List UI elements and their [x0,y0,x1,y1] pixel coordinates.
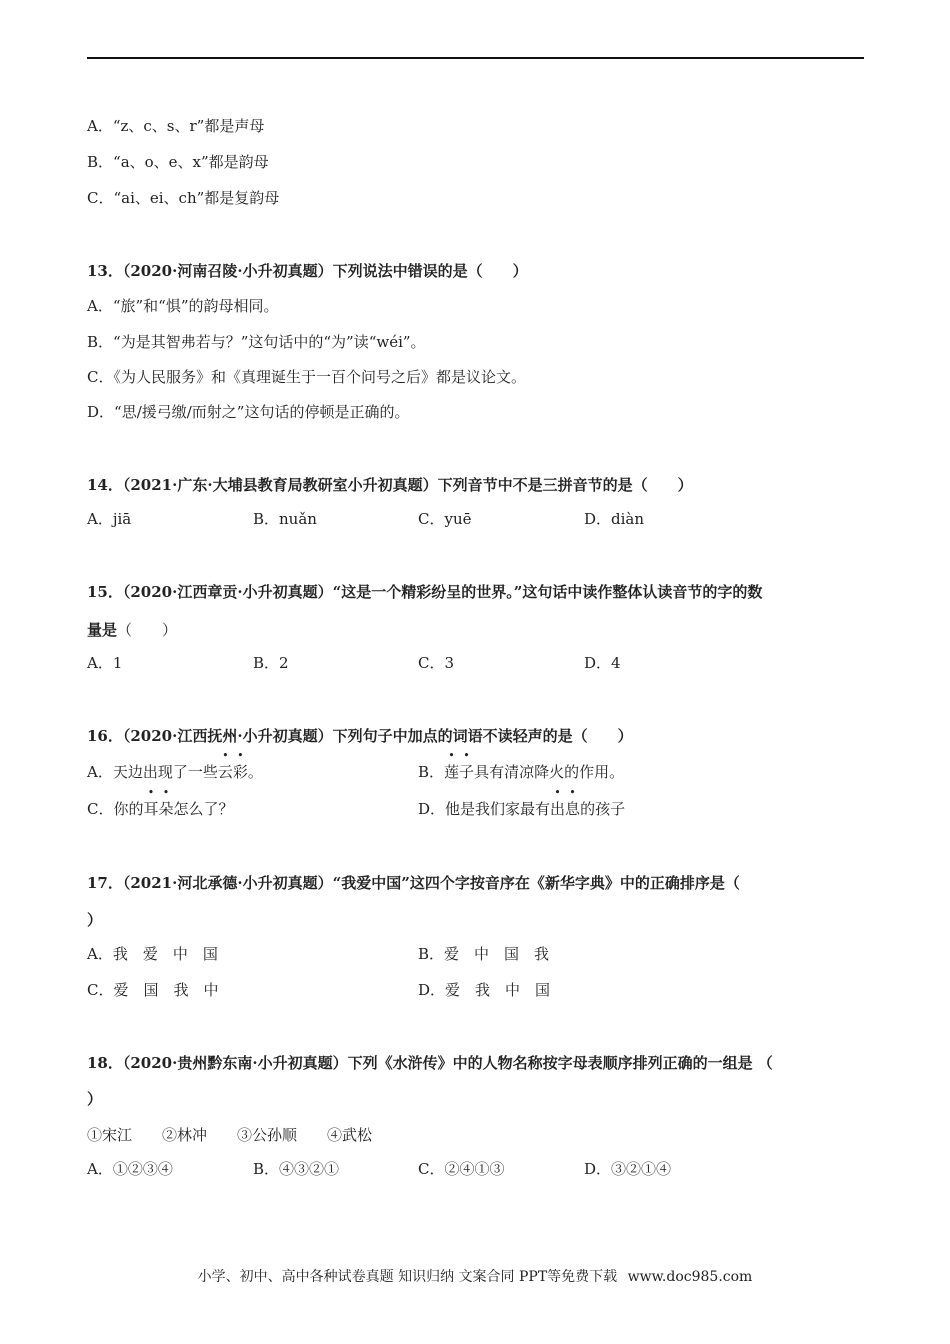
q18-option-c: C．②④①③ [418,1160,505,1178]
q17-option-b: B．爱 中 国 我 [418,945,550,963]
q16-b-dotted-char: 莲 [444,763,460,781]
q14-option-b: B．nuǎn [253,510,317,528]
q18-option-a: A．①②③④ [87,1160,173,1178]
q16-c-dotted-char: 朵 [158,800,174,818]
q13-option-c: C．《为人民服务》和《真理诞生于一百个问号之后》都是议论文。 [87,368,526,386]
q17-stem-line1: 17．（2021·河北承德·小升初真题）“我爱中国”这四个字按音序在《新华字典》中的正确排序是（ [87,874,740,892]
q16-b-dotted-char: 子 [459,763,475,781]
q16-d-prefix: D．他是我们家最有 [418,800,551,818]
q18-option-d: D．③②①④ [584,1160,672,1178]
q17-stem-line2: ） [87,911,103,929]
q15-stem-line2-paren: （ ） [117,621,178,639]
q16-option-b [418,762,624,782]
page-footer [0,1267,950,1287]
q15-option-c: C．3 [418,654,455,672]
q16-b-suffix: 具有清凉降火的作用。 [474,763,625,781]
q16-a-suffix: 。 [247,763,263,781]
q15-option-a: A．1 [87,654,123,672]
q16-stem: 16．（2020·江西抚州·小升初真题）下列句子中加点的词语不读轻声的是（ ） [87,727,633,745]
q13-option-a: A．“旅”和“惧”的韵母相同。 [87,297,279,315]
q15-stem-line2-bold: 量是 [87,621,118,639]
q16-option-d [418,799,625,819]
q13-option-b: B．“为是其智弗若与？”这句话中的“为”读“wéi”。 [87,333,426,351]
header-rule [87,57,864,59]
q16-a-dotted-char: 云 [217,763,233,781]
q17-option-a: A．我 爱 中 国 [87,945,218,963]
q16-c-prefix: C．你的 [87,800,144,818]
q15-option-d: D．4 [584,654,621,672]
q18-character-names: ①宋江 ②林冲 ③公孙顺 ④武松 [87,1126,373,1144]
q16-option-a [87,762,263,782]
q16-c-suffix: 怎么了？ [173,800,234,818]
q18-option-b: B．④③②① [253,1160,340,1178]
q15-stem-line1: 15．（2020·江西章贡·小升初真题）“这是一个精彩纷呈的世界。”这句话中读作整体认读音节的字的数 [87,583,763,601]
q14-option-c: C．yuē [418,510,472,528]
q16-c-dotted-char: 耳 [143,800,159,818]
q14-option-d: D．diàn [584,510,645,528]
q13-stem: 13．（2020·河南召陵·小升初真题）下列说法中错误的是（ ） [87,262,528,280]
q16-d-dotted-char: 出 [550,800,566,818]
footer-text: 小学、初中、高中各种试卷真题 知识归纳 文案合同 PPT等免费下载 [197,1269,618,1285]
q16-d-suffix: 的孩子 [580,800,626,818]
q18-stem-line2: ） [87,1090,103,1108]
prev-option-b: B．“a、o、e、x”都是韵母 [87,153,269,171]
q17-option-c: C．爱 国 我 中 [87,981,219,999]
q15-option-b: B．2 [253,654,289,672]
q13-option-d: D．“思/援弓缴/而射之”这句话的停顿是正确的。 [87,403,410,421]
q16-option-c [87,799,234,819]
q15-stem-line2 [87,620,177,640]
prev-option-c: C．“ai、ei、ch”都是复韵母 [87,189,280,207]
q16-b-prefix: B． [418,763,445,781]
q17-option-d: D．爱 我 中 国 [418,981,551,999]
q16-a-prefix: A．天边出现了一些 [87,763,218,781]
prev-option-a: A．“z、c、s、r”都是声母 [87,117,265,135]
q18-stem-line1: 18．（2020·贵州黔东南·小升初真题）下列《水浒传》中的人物名称按字母表顺序排列正确的一组是 （ [87,1054,773,1072]
q16-a-dotted-char: 彩 [232,763,248,781]
q14-option-a: A．jiā [87,510,132,528]
footer-url[interactable]: www.doc985.com [627,1269,753,1285]
q16-d-dotted-char: 息 [565,800,581,818]
q14-stem: 14．（2021·广东·大埔县教育局教研室小升初真题）下列音节中不是三拼音节的是（ ） [87,476,693,494]
